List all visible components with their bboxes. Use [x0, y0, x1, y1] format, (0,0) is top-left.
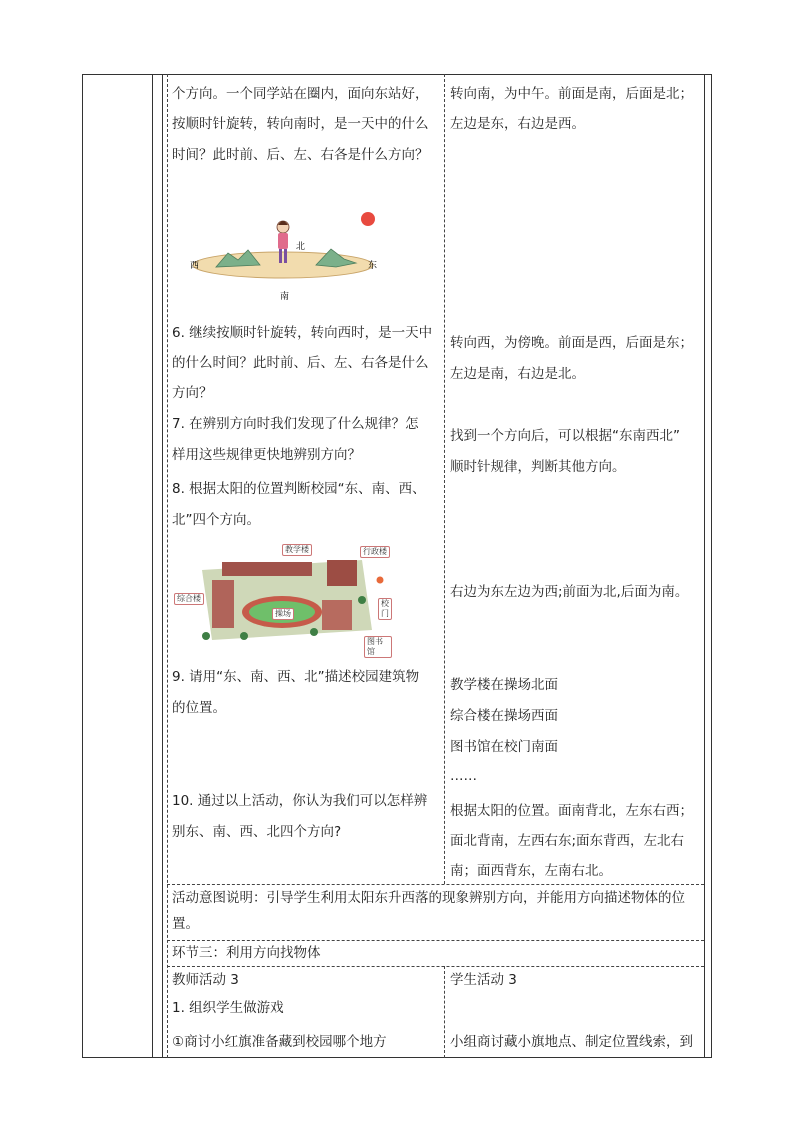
q9-line-2: 的位置。: [172, 700, 226, 716]
label-teaching-building: 教学楼: [282, 544, 312, 556]
q5-line-1: 个方向。一个同学站在圈内，面向东站好，: [172, 86, 429, 102]
student-activity-3: 学生活动 3: [450, 972, 517, 988]
teacher-activity-3: 教师活动 3: [172, 972, 239, 988]
col-divider-2: [162, 74, 163, 1058]
q8-line-2: 北”四个方向。: [172, 512, 260, 528]
a6-line-1: 转向西，为傍晚。前面是西，后面是东；: [450, 335, 693, 351]
a5-line-1: 转向南，为中午。前面是南，后面是北；: [450, 86, 693, 102]
sun-icon: [361, 212, 375, 226]
a6-line-2: 左边是南，右边是北。: [450, 366, 585, 382]
campus-map: [172, 540, 392, 656]
row-line-intent: [167, 884, 704, 885]
a10-line-3: 南；面西背东，左南右北。: [450, 863, 612, 879]
admin-building: [327, 560, 357, 586]
q10-line-2: 别东、南、西、北四个方向?: [172, 824, 342, 840]
q10-line-1: 10. 通过以上活动，你认为我们可以怎样辨: [172, 793, 428, 809]
comprehensive-building: [212, 580, 234, 628]
t3-item-1: 1. 组织学生做游戏: [172, 1000, 284, 1016]
fig1-east: 东: [368, 261, 378, 271]
inner-dash-mid: [444, 74, 445, 884]
library-building: [322, 600, 352, 630]
a9-line-4: ……: [450, 768, 477, 784]
q9-line-1: 9. 请用“东、南、西、北”描述校园建筑物: [172, 669, 420, 685]
row-line-section: [167, 940, 704, 941]
inner-dash-left: [167, 74, 168, 1058]
a9-line-1: 教学楼在操场北面: [450, 677, 558, 693]
a9-line-3: 图书馆在校门南面: [450, 739, 558, 755]
intent-line-1: 活动意图说明：引导学生利用太阳东升西落的现象辨别方向，并能用方向描述物体的位: [172, 890, 685, 906]
col-divider-1: [152, 74, 153, 1058]
t3-item-2: ①商讨小红旗准备藏到校园哪个地方: [172, 1034, 387, 1050]
fig1-south: 南: [280, 292, 290, 302]
fig1-west: 西: [190, 261, 200, 271]
row-line-activities: [167, 966, 704, 967]
q6-line-2: 的什么时间？此时前、后、左、右各是什么: [172, 355, 429, 371]
q6-line-1: 6. 继续按顺时针旋转，转向西时，是一天中: [172, 325, 433, 341]
label-gate: 校门: [378, 598, 392, 620]
intent-line-2: 置。: [172, 916, 199, 932]
a9-line-2: 综合楼在操场西面: [450, 708, 558, 724]
a10-line-2: 面北背南，左西右东;面东背西，左北右: [450, 833, 685, 849]
fig1-north: 北: [296, 242, 306, 252]
a10-line-1: 根据太阳的位置。面南背北，左东右西；: [450, 803, 693, 819]
q7-line-2: 样用这些规律更快地辨别方向？: [172, 447, 361, 463]
label-library: 图书馆: [364, 636, 392, 658]
a5-line-2: 左边是东，右边是西。: [450, 116, 585, 132]
direction-figure: [186, 205, 376, 305]
s3-item-1: 小组商讨藏小旗地点、制定位置线索，到: [450, 1034, 693, 1050]
q5-line-2: 按顺时针旋转，转向南时，是一天中的什么: [172, 116, 429, 132]
section-3-title: 环节三：利用方向找物体: [172, 945, 321, 961]
label-playground: 操场: [272, 608, 294, 620]
a7-line-2: 顺时针规律，判断其他方向。: [450, 459, 626, 475]
col-divider-3: [704, 74, 705, 1058]
q5-line-3: 时间？此时前、后、左、右各是什么方向？: [172, 147, 429, 163]
teaching-building: [222, 562, 312, 576]
a7-line-1: 找到一个方向后，可以根据“东南西北”: [450, 428, 680, 444]
inner-dash-mid-2: [444, 966, 445, 1058]
label-comprehensive-building: 综合楼: [174, 593, 204, 605]
q8-line-1: 8. 根据太阳的位置判断校园“东、南、西、: [172, 481, 426, 497]
sun-icon: [377, 577, 384, 584]
q7-line-1: 7. 在辨别方向时我们发现了什么规律？怎: [172, 416, 419, 432]
a8-line-1: 右边为东左边为西;前面为北,后面为南。: [450, 584, 689, 600]
q6-line-3: 方向？: [172, 385, 213, 401]
label-admin-building: 行政楼: [360, 546, 390, 558]
